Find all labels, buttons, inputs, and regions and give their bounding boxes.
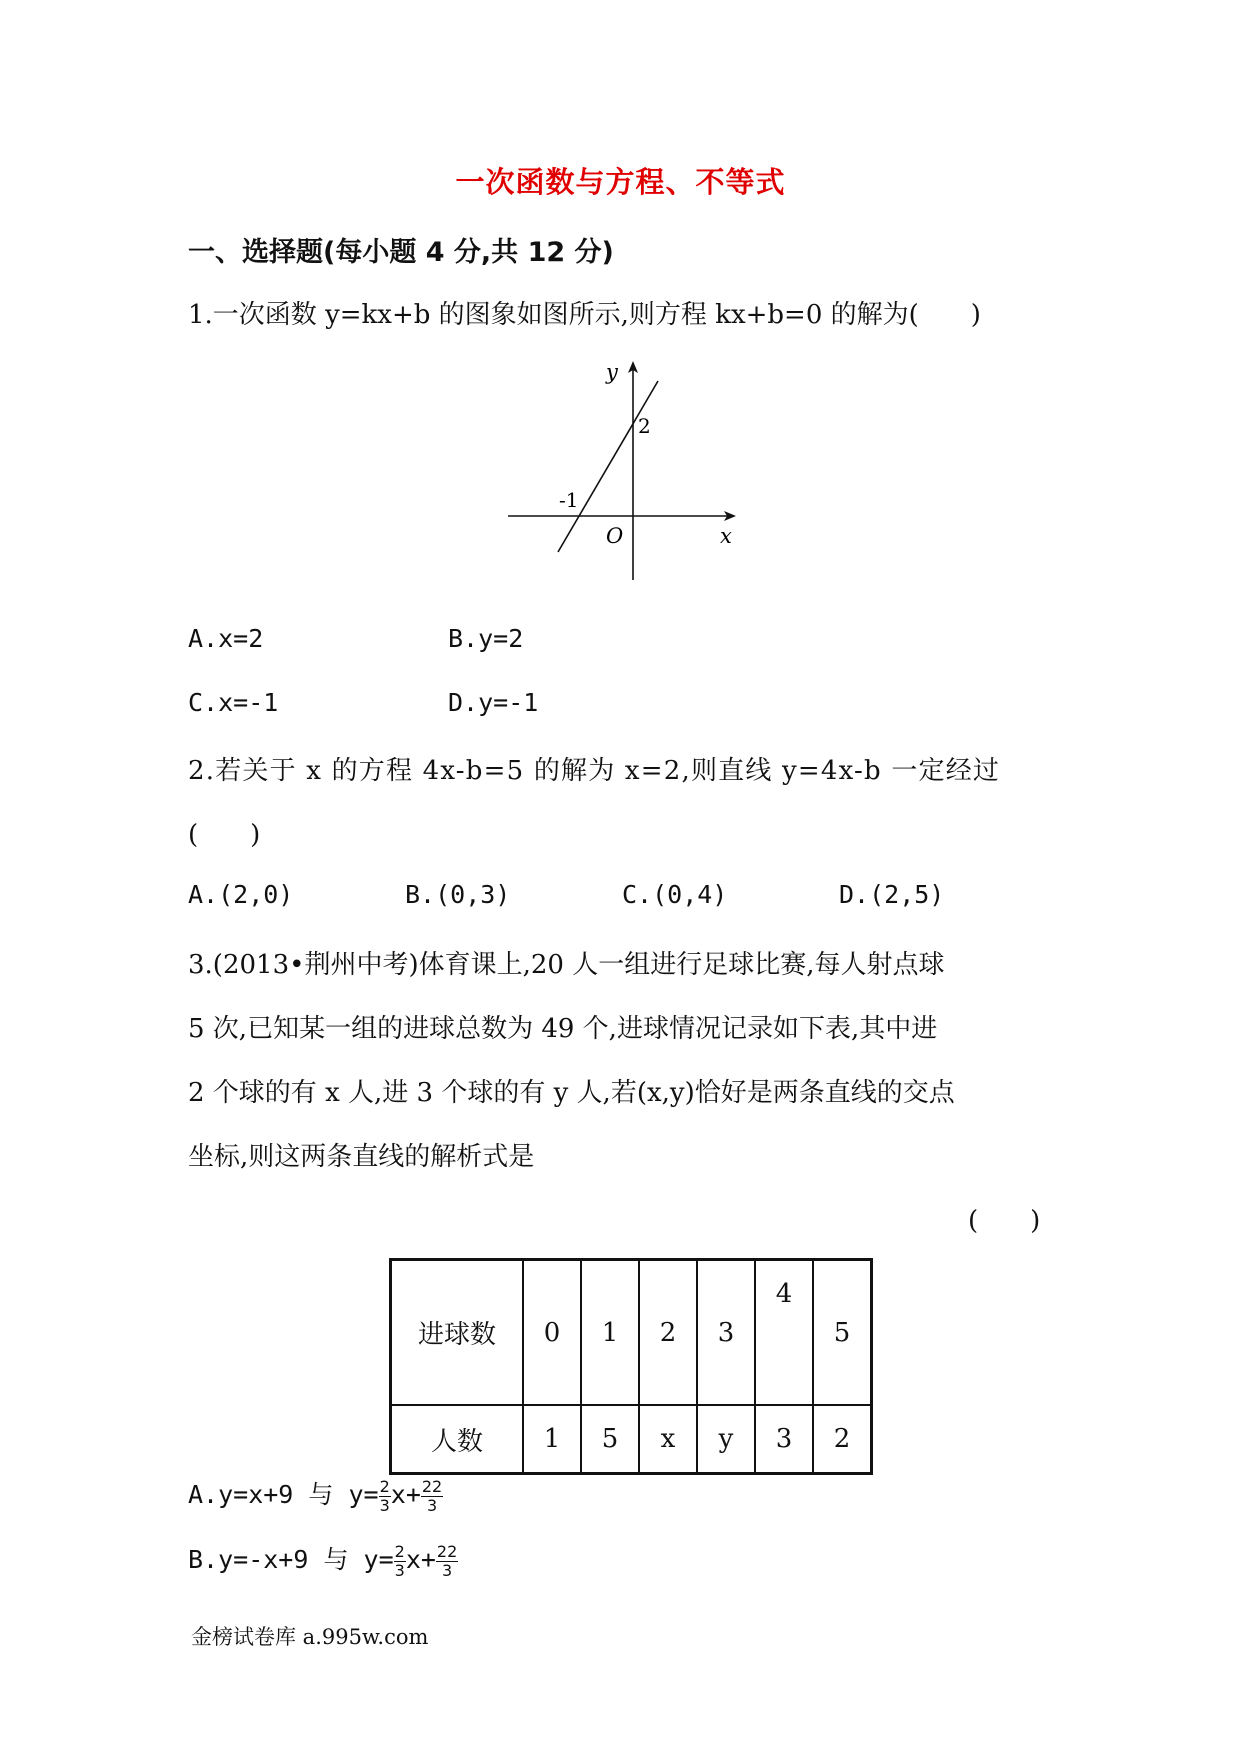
q3-option-a-mid: x+ [390, 1480, 421, 1509]
x-intercept-label: -1 [559, 488, 579, 512]
linear-function-graph [500, 355, 745, 590]
fraction [421, 1478, 443, 1515]
table-cell: x [639, 1405, 697, 1474]
table-cell: 人数 [391, 1405, 524, 1474]
q3-option-a [188, 1475, 443, 1515]
q1-option-b: B.y=2 [448, 624, 524, 653]
q2-option-b: B.(0,3) [405, 880, 511, 909]
q1-option-d: D.y=-1 [448, 688, 539, 717]
page-title: 一次函数与方程、不等式 [455, 165, 786, 199]
question-2-line-2: ( ) [188, 820, 261, 850]
fraction-denominator: 3 [379, 1496, 390, 1515]
table-cell: 4 [755, 1260, 813, 1406]
table-cell: 2 [639, 1260, 697, 1406]
fraction-numerator: 2 [379, 1477, 390, 1496]
table-cell: 0 [523, 1260, 581, 1406]
q2-option-c: C.(0,4) [622, 880, 728, 909]
q2-option-a: A.(2,0) [188, 880, 294, 909]
fraction-numerator: 2 [394, 1542, 405, 1561]
footer-source: 金榜试卷库 a.995w.com [191, 1625, 429, 1649]
question-3-answer-paren: ( ) [968, 1206, 1041, 1236]
table-cell: 3 [697, 1260, 755, 1406]
goals-table [389, 1258, 873, 1475]
question-3-line-3: 2 个球的有 x 人,进 3 个球的有 y 人,若(x,y)恰好是两条直线的交点 [188, 1078, 955, 1108]
q1-option-a: A.x=2 [188, 624, 264, 653]
fraction-denominator: 3 [394, 1561, 405, 1580]
fraction [394, 1543, 406, 1580]
origin-label: O [606, 524, 624, 548]
fraction [436, 1543, 458, 1580]
table-cell: 5 [813, 1260, 872, 1406]
question-1-text: 1.一次函数 y=kx+b 的图象如图所示,则方程 kx+b=0 的解为( ) [188, 300, 981, 330]
y-intercept-label: 2 [638, 414, 651, 438]
q3-option-b-prefix: B.y=-x+9 与 y= [188, 1545, 394, 1574]
table-cell: 2 [813, 1405, 872, 1474]
q1-option-c: C.x=-1 [188, 688, 279, 717]
fraction-numerator: 22 [421, 1477, 443, 1496]
fraction [379, 1478, 391, 1515]
fraction-denominator: 3 [426, 1496, 438, 1515]
section-heading: 一、选择题(每小题 4 分,共 12 分) [188, 237, 614, 268]
table-row [391, 1260, 872, 1406]
q3-option-a-prefix: A.y=x+9 与 y= [188, 1480, 379, 1509]
table-row [391, 1405, 872, 1474]
table-cell: 1 [523, 1405, 581, 1474]
question-2-line-1: 2.若关于 x 的方程 4x-b=5 的解为 x=2,则直线 y=4x-b 一定经过 [188, 756, 1001, 786]
table-cell: y [697, 1405, 755, 1474]
question-3-line-2: 5 次,已知某一组的进球总数为 49 个,进球情况记录如下表,其中进 [188, 1014, 938, 1044]
table-cell: 3 [755, 1405, 813, 1474]
fraction-denominator: 3 [442, 1561, 453, 1580]
x-axis-label: x [720, 524, 732, 548]
y-axis-label: y [606, 360, 618, 384]
table-cell: 5 [581, 1405, 639, 1474]
q2-option-d: D.(2,5) [839, 880, 945, 909]
q3-option-b [188, 1540, 458, 1580]
fraction-numerator: 22 [436, 1542, 458, 1561]
question-3-line-4: 坐标,则这两条直线的解析式是 [188, 1142, 535, 1172]
table-cell: 进球数 [391, 1260, 524, 1406]
question-3-line-1: 3.(2013•荆州中考)体育课上,20 人一组进行足球比赛,每人射点球 [188, 950, 945, 980]
q3-option-b-mid: x+ [405, 1545, 436, 1574]
table-cell: 1 [581, 1260, 639, 1406]
